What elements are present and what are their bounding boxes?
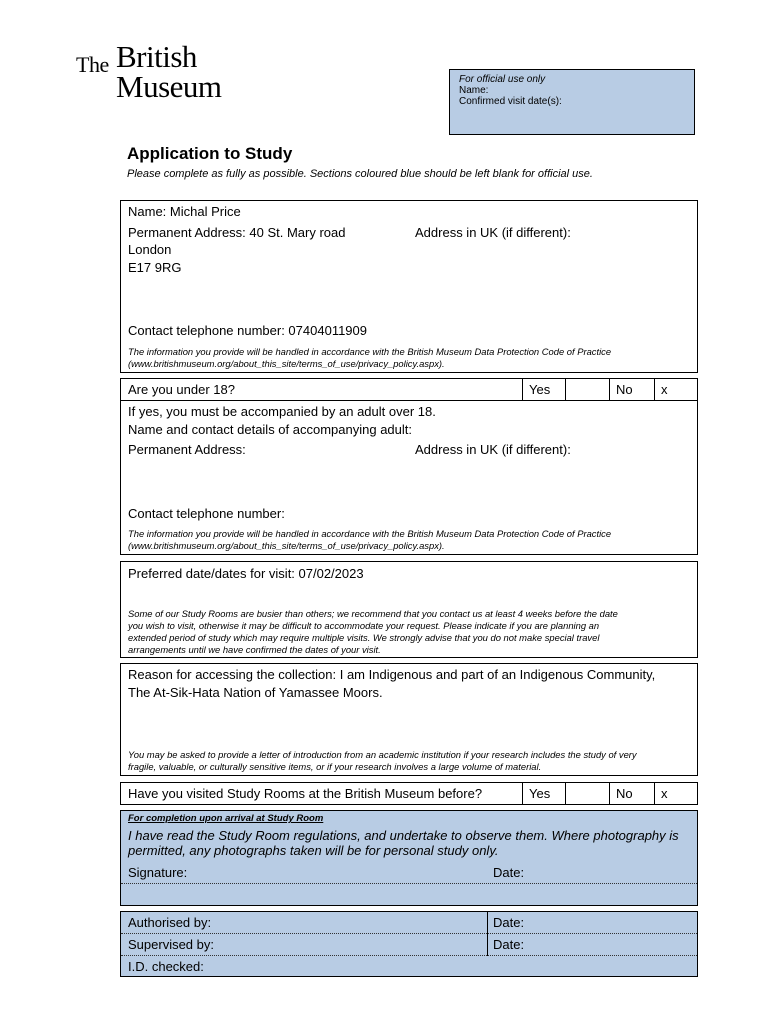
reason-section <box>120 663 698 776</box>
reason-line1[interactable]: Reason for accessing the collection: I am Indigenous and part of an Indigenous Community, <box>128 667 656 682</box>
arrival-section <box>120 810 698 906</box>
applicant-permanent-address[interactable]: Permanent Address: 40 St. Mary road <box>128 225 346 240</box>
supervised-by-label: Supervised by: <box>128 937 214 952</box>
visit-note-line3: extended period of study which may require multiple visits. We strongly advise that you do not make special travel <box>128 632 600 643</box>
reason-note-line2: fragile, valuable, or culturally sensitive items, or if your research involves a large volume of material. <box>128 761 542 772</box>
arrival-date-label[interactable]: Date: <box>493 865 525 880</box>
logo-the: The <box>76 52 109 77</box>
official-name-label: Name: <box>459 85 489 96</box>
official-confirmed-label: Confirmed visit date(s): <box>459 96 562 107</box>
british-museum-logo <box>76 40 266 102</box>
visit-date-section <box>120 561 698 658</box>
applicant-name[interactable]: Name: Michal Price <box>128 204 241 219</box>
page-subtitle: Please complete as fully as possible. Sections coloured blue should be left blank for official use. <box>127 168 593 180</box>
applicant-uk-address-label[interactable]: Address in UK (if different): <box>415 225 571 240</box>
preferred-visit-date[interactable]: Preferred date/dates for visit: 07/02/2023 <box>128 566 364 581</box>
visit-note-line4: arrangements until we have confirmed the dates of your visit. <box>128 644 381 655</box>
id-checked-label: I.D. checked: <box>128 959 204 974</box>
authorised-date-label: Date: <box>493 915 525 930</box>
accompany-privacy-line1: The information you provide will be handled in accordance with the British Museum Data Protection Code of Practice <box>128 528 612 539</box>
arrival-statement-line1: I have read the Study Room regulations, and undertake to observe them. Where photography is <box>128 828 679 843</box>
accompany-line2[interactable]: Name and contact details of accompanying adult: <box>128 422 413 437</box>
accompany-uk-address[interactable]: Address in UK (if different): <box>415 442 571 457</box>
official-use-heading: For official use only <box>459 74 546 85</box>
visited-before-question: Have you visited Study Rooms at the British Museum before? <box>128 786 483 801</box>
visited-before-row <box>120 782 698 805</box>
visited-no-label[interactable]: No <box>616 786 633 801</box>
logo-british: British <box>116 39 197 74</box>
privacy-note-line2: (www.britishmuseum.org/about_this_site/terms_of_use/privacy_policy.aspx). <box>128 358 445 369</box>
under18-no-label[interactable]: No <box>616 382 633 397</box>
accompany-phone[interactable]: Contact telephone number: <box>128 506 285 521</box>
accompany-privacy-line2: (www.britishmuseum.org/about_this_site/terms_of_use/privacy_policy.aspx). <box>128 540 445 551</box>
under18-no-checkbox[interactable]: x <box>661 382 668 397</box>
official-use-box <box>449 69 695 135</box>
accompany-line1: If yes, you must be accompanied by an adult over 18. <box>128 404 436 419</box>
accompany-permanent-address[interactable]: Permanent Address: <box>128 442 246 457</box>
applicant-section <box>120 200 698 373</box>
visited-no-checkbox[interactable]: x <box>661 786 668 801</box>
arrival-heading: For completion upon arrival at Study Room <box>128 813 324 824</box>
reason-line2: The At-Sik-Hata Nation of Yamassee Moors. <box>128 685 383 700</box>
supervised-date-label: Date: <box>493 937 525 952</box>
under18-question: Are you under 18? <box>128 382 235 397</box>
applicant-phone[interactable]: Contact telephone number: 07404011909 <box>128 323 368 338</box>
under18-row <box>120 378 698 401</box>
official-authorisation-section <box>120 911 698 977</box>
applicant-address-line2: London <box>128 242 172 257</box>
visit-note-line2: you wish to visit, otherwise it may be difficult to accommodate your request. Please indicate if you are planning an <box>128 620 600 631</box>
privacy-note-line1: The information you provide will be handled in accordance with the British Museum Data Protection Code of Practice <box>128 346 612 357</box>
under18-yes-label[interactable]: Yes <box>529 382 551 397</box>
page-title: Application to Study <box>127 144 293 163</box>
applicant-address-line3: E17 9RG <box>128 260 182 275</box>
logo-museum: Museum <box>116 69 222 104</box>
visit-note-line1: Some of our Study Rooms are busier than others; we recommend that you contact us at least 4 weeks before the date <box>128 608 618 619</box>
visited-yes-label[interactable]: Yes <box>529 786 551 801</box>
arrival-statement-line2: permitted, any photographs taken will be for personal study only. <box>128 843 499 858</box>
authorised-by-label: Authorised by: <box>128 915 212 930</box>
accompanying-adult-section <box>120 400 698 555</box>
signature-label[interactable]: Signature: <box>128 865 188 880</box>
reason-note-line1: You may be asked to provide a letter of introduction from an academic institution if your research includes the study of very <box>128 749 637 760</box>
